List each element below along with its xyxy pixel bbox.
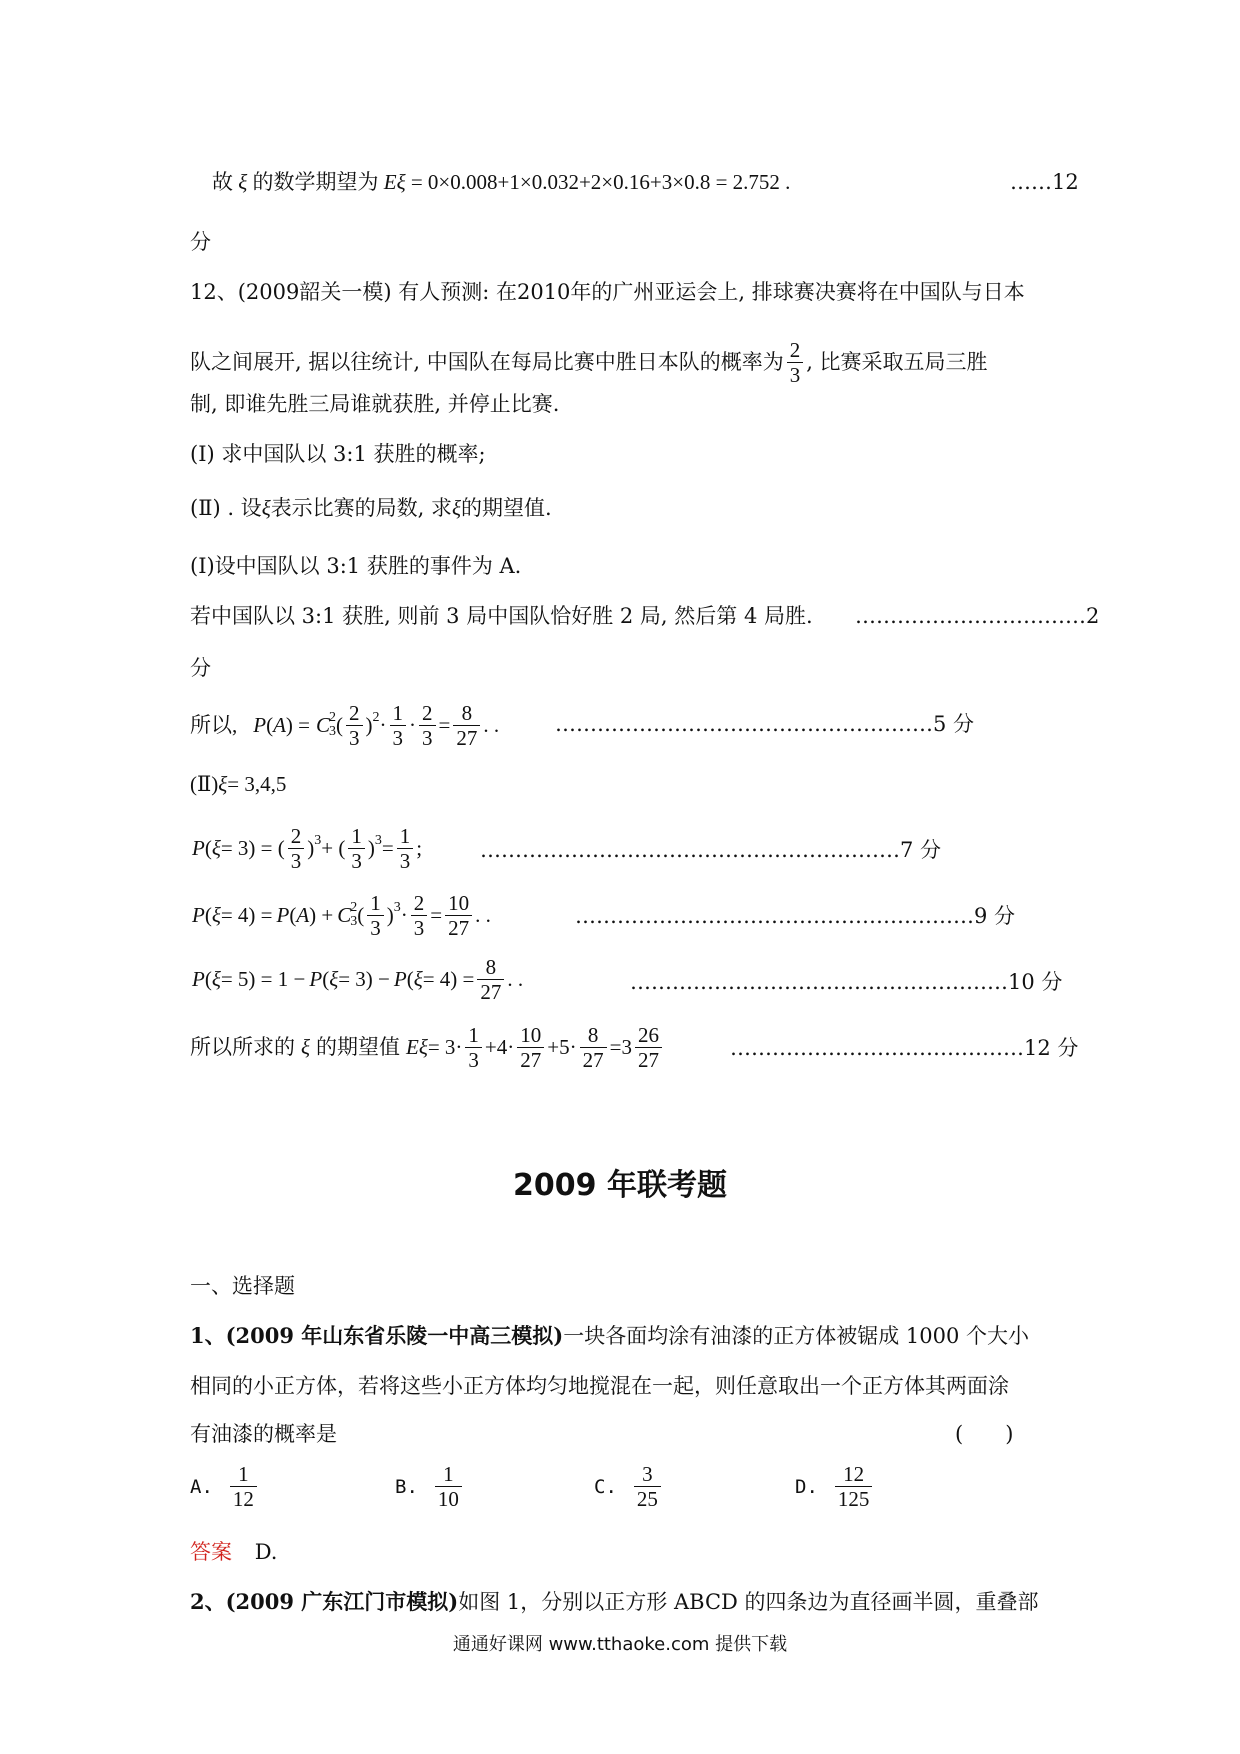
answer-paren: ( ) [955,1422,1014,1446]
final-expectation: 所以所求的 ξ 的期望值 Eξ = 3· $\frac{1}{3}$ +4· $\frac{10}{27}$ +5· $\frac{8}{27}$ =3 $\frac{26}{27}$ [190,1012,665,1082]
option-c: C. $\frac{3}{25}$ [594,1462,664,1511]
option-d: D. $\frac{12}{125}$ [795,1462,875,1511]
pa-formula: 所以, P ( A ) = C 2 3 ( $\frac{2}{3}$ ) $^2$ · $\frac{1}{3}$ · $\frac{2}{3}$ = $\frac{8}{27}$ . . [190,700,500,750]
p-xi-5: P ( ξ = 5) = 1 − P ( ξ = 3) − P ( ξ = 4) = $\frac{8}{27}$ . . [192,954,524,1004]
pa-score: ………………………………………………5 分 [555,712,975,736]
expectation-line: 故 ξ 的数学期望为 Eξ = 0×0.008+1×0.032+2×0.16+3×0.8 = 2.752 . [212,170,791,194]
p-xi-4: P ( ξ = 4) = P ( A ) + C 2 3 ( $\frac{1}{3}$ ) $^3$ · $\frac{2}{3}$ = $\frac{10}{27}$ . . [192,890,491,940]
question-1: (Ⅰ) 求中国队以 3:1 获胜的概率; [190,442,486,466]
solution-2: 若中国队以 3:1 获胜, 则前 3 局中国队恰好胜 2 局, 然后第 4 局胜. [190,604,813,628]
p4-score: …………………………………………………9 分 [575,904,1016,928]
solution-2-score: ……………………………2 [855,604,1100,628]
p-xi-3: P ( ξ = 3) = ( $\frac{2}{3}$ ) $^3$ + ( $\frac{1}{3}$ ) $^3$ = $\frac{1}{3}$ ; [192,823,423,873]
p3-score: ……………………………………………………7 分 [480,838,942,862]
option-b: B. $\frac{1}{10}$ [395,1462,465,1511]
solution-1: (Ⅰ)设中国队以 3:1 获胜的事件为 A. [190,554,522,578]
final-score: ……………………………………12 分 [730,1036,1079,1060]
section-title: 一、选择题 [190,1274,295,1298]
question-2-line1: 2、(2009 广东江门市模拟)如图 1，分别以正方形 ABCD 的四条边为直径画半圆，重叠部 [190,1589,1039,1614]
option-a: A. $\frac{1}{12}$ [190,1462,260,1511]
probability-fraction: $\frac{2}{3}$ [787,338,804,387]
problem-12-line1: 12、(2009韶关一模) 有人预测: 在2010年的广州亚运会上, 排球赛决赛将在中国队与日本 [190,280,1025,304]
section-heading: 2009 年联考题 [513,1168,727,1203]
problem-12-line3: 制, 即谁先胜三局谁就获胜, 并停止比赛. [190,392,560,416]
question-1-line2: 相同的小正方体，若将这些小正方体均匀地搅混在一起，则任意取出一个正方体其两面涂 [190,1374,1009,1398]
score-unit: 分 [190,230,211,254]
score-12: ……12 [1010,170,1079,194]
question-1-line1: 1、(2009 年山东省乐陵一中高三模拟)一块各面均涂有油漆的正方体被锯成 1000 个大小 [190,1323,1030,1348]
problem-12-line2: 队之间展开, 据以往统计, 中国队在每局比赛中胜日本队的概率为 $\frac{2}{3}$ , 比赛采取五局三胜 [190,337,988,387]
solution-2-unit: 分 [190,656,211,680]
p5-score: ………………………………………………10 分 [630,970,1063,994]
page-footer: 通通好课网 www.tthaoke.com 提供下载 [452,1634,788,1655]
xi-values: (Ⅱ)ξ= 3,4,5 [190,772,287,796]
answer-line: 答案 D. [190,1540,278,1564]
question-2: (Ⅱ) . 设ξ表示比赛的局数, 求ξ的期望值. [190,496,552,520]
question-1-line3: 有油漆的概率是 [190,1422,337,1446]
